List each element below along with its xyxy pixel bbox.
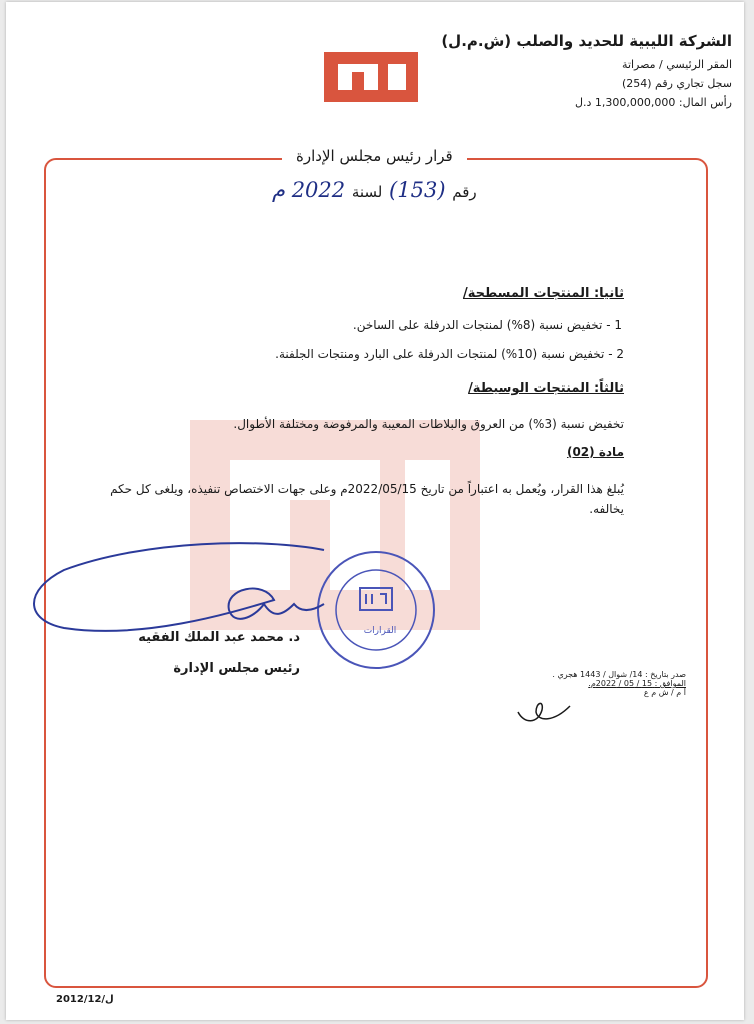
initial-signature <box>514 696 574 726</box>
footer-reference: ل/2012/12 <box>56 994 114 1005</box>
capital-label: رأس المال <box>682 96 732 109</box>
issue-date-gregorian <box>500 679 686 688</box>
signer-title: رئيس مجلس الإدارة <box>173 661 300 676</box>
number-label: رقم <box>452 183 477 201</box>
gregorian-label: الموافق : <box>654 679 686 688</box>
section-flat-products-heading: ثانيا: المنتجات المسطحة/ <box>462 286 624 301</box>
issue-date-hijri: صدر بتاريخ : 14/ شوال / 1443 هجري . <box>552 670 686 679</box>
article-text: يُبلغ هذا القرار، ويُعمل به اعتباراً من تاريخ 2022/05/15م وعلى جهات الاختصاص تنفيذه، ويلغى كل حكم يخالفه. <box>110 482 624 516</box>
company-name: الشركة الليبية للحديد والصلب (ش.م.ل) <box>441 32 732 50</box>
company-hq: المقر الرئيسي / مصراتة <box>622 58 732 71</box>
company-capital: رأس المال: 1,300,000,000 د.ل <box>575 96 732 109</box>
article-heading: مادة (02) <box>566 445 624 459</box>
decision-number <box>272 178 477 202</box>
gregorian-value: 15 / 05 / 2022م. <box>588 679 653 688</box>
stamp-label: القرارات <box>363 626 397 636</box>
intermediate-text: تخفيض نسبة (3%) من العروق والبلاطات المعيبة والمرفوضة ومختلفة الأطوال. <box>233 417 624 431</box>
flat-products-item-2: 2 - تخفيض نسبة (10%) لمنتجات الدرفلة على البارد ومنتجات الجلفنة. <box>275 347 624 361</box>
company-logo <box>318 42 424 112</box>
capital-value: 1,300,000,000 د.ل <box>575 96 676 109</box>
company-header <box>432 32 732 115</box>
signer-name: د. محمد عبد الملك الفقيه <box>138 630 300 645</box>
flat-products-item-1: 1 - تخفيض نسبة (8%) لمنتجات الدرفلة على الساخن. <box>352 318 622 332</box>
signer-block <box>90 630 300 676</box>
section-intermediate-heading: ثالثاً: المنتجات الوسيطة/ <box>468 381 624 396</box>
issue-date-block <box>500 670 686 697</box>
decision-title: قرار رئيس مجلس الإدارة <box>282 145 467 167</box>
company-register: سجل تجاري رقم (254) <box>621 77 732 90</box>
year-value: 2022 م <box>272 178 346 202</box>
issue-initials: أ م / ش م ع <box>643 688 686 697</box>
number-value: (153) <box>389 178 446 202</box>
year-label: لسنة <box>351 183 383 201</box>
